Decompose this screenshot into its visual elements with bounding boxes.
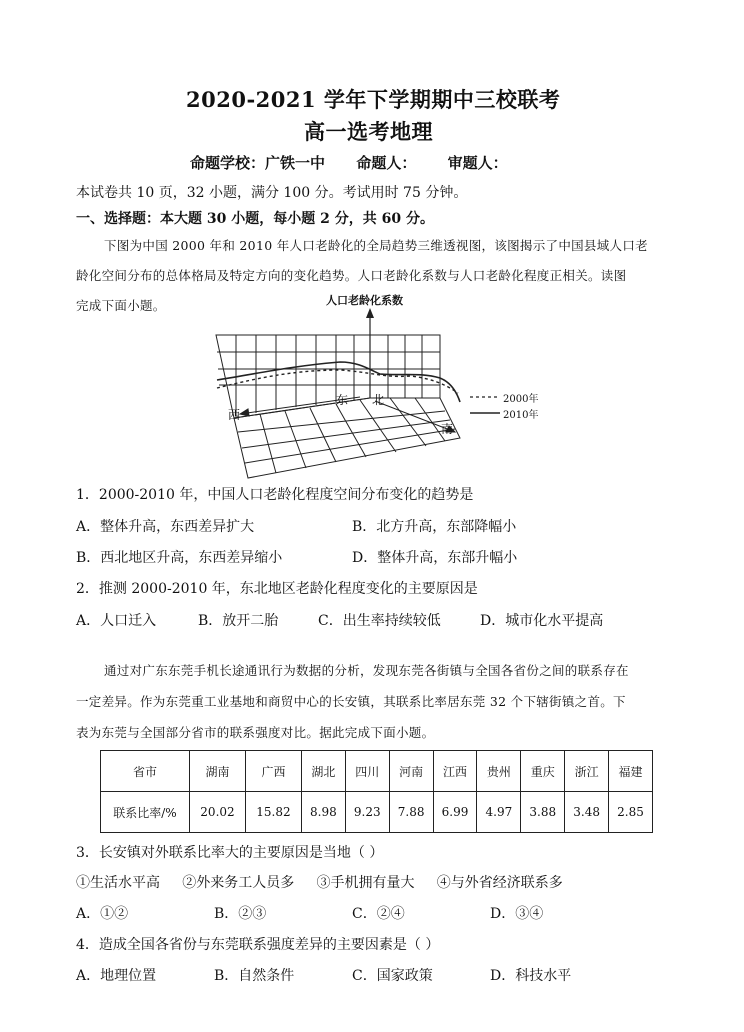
passage1-line3: 完成下面小题。 [76, 298, 166, 313]
y-axis-arrow [366, 308, 374, 318]
q2-option-a: A．人口迁入 [76, 613, 157, 629]
q3-option-a: A．①② [76, 906, 129, 922]
q4-stem: 4．造成全国各省份与东莞联系强度差异的主要因素是（ ） [76, 937, 440, 953]
table-cell: 湖北 [301, 751, 345, 792]
table-cell: 福建 [609, 751, 653, 792]
dir-west-label: 西 [228, 408, 241, 422]
q4-option-a: A．地理位置 [76, 968, 157, 984]
table-cell: 20.02 [190, 792, 246, 833]
q4-option-d: D．科技水平 [490, 968, 572, 984]
table-cell: 15.82 [245, 792, 301, 833]
dir-south-label: 南 [441, 422, 454, 436]
passage2-line2: 一定差异。作为东莞重工业基地和商贸中心的长安镇，其联系比率居东莞 32 个下辖街镇之首。下 [76, 694, 626, 709]
q2-stem: 2．推测 2000-2010 年，东北地区老龄化程度变化的主要原因是 [76, 581, 478, 597]
table-header-row [101, 751, 653, 792]
q3-items: ①生活水平高 ②外来务工人员多 ③手机拥有量大 ④与外省经济联系多 [76, 875, 563, 891]
table-cell: 3.48 [565, 792, 609, 833]
table-cell: 6.99 [433, 792, 477, 833]
table-cell: 7.88 [389, 792, 433, 833]
table-cell: 9.23 [345, 792, 389, 833]
section-heading: 一、选择题：本大题 30 小题，每小题 2 分，共 60 分。 [76, 211, 434, 227]
legend-2010-label: 2010年 [503, 410, 539, 421]
q2-option-b: B．放开二胎 [198, 613, 279, 629]
passage1-line1: 下图为中国 2000 年和 2010 年人口老龄化的全局趋势三维透视图，该图揭示了中国县域人口老 [104, 238, 648, 253]
q3-option-d: D．③④ [490, 906, 544, 922]
q2-option-d: D．城市化水平提高 [480, 613, 604, 629]
chart-title: 人口老龄化系数 [326, 294, 403, 307]
table-cell: 广西 [245, 751, 301, 792]
table-cell: 贵州 [477, 751, 521, 792]
dir-east-label: 东 [336, 393, 349, 407]
passage1-line2: 龄化空间分布的总体格局及特定方向的变化趋势。人口老龄化系数与人口老龄化程度正相关。读图 [76, 268, 627, 283]
q1-stem: 1．2000-2010 年，中国人口老龄化程度空间分布变化的趋势是 [76, 487, 474, 503]
table-cell: 8.98 [301, 792, 345, 833]
table-cell: 重庆 [521, 751, 565, 792]
q1-option-b: B．北方升高，东部降幅小 [352, 519, 517, 535]
table-row [101, 792, 653, 833]
exam-title: 2020-2021 学年下学期期中三校联考 [186, 87, 561, 112]
exam-subtitle: 高一选考地理 [304, 119, 433, 144]
q2-option-c: C．出生率持续较低 [318, 613, 441, 629]
q1-option-a: A．整体升高，东西差异扩大 [76, 519, 255, 535]
table-cell: 江西 [433, 751, 477, 792]
contact-ratio-table [100, 750, 653, 833]
q4-option-b: B．自然条件 [214, 968, 295, 984]
legend-2000-label: 2000年 [503, 394, 539, 405]
table-cell: 四川 [345, 751, 389, 792]
q3-option-c: C．②④ [352, 906, 405, 922]
exam-meta: 命题学校：广铁一中 命题人： 审题人： [190, 154, 508, 172]
q4-option-c: C．国家政策 [352, 968, 433, 984]
table-row-label: 联系比率/% [101, 792, 190, 833]
table-cell: 河南 [389, 751, 433, 792]
table-row-label: 省市 [101, 751, 190, 792]
table-cell: 4.97 [477, 792, 521, 833]
dir-north-label: 北 [372, 393, 385, 407]
q1-option-c: B．西北地区升高，东西差异缩小 [76, 550, 283, 566]
passage2-line3: 表为东莞与全国部分省市的联系强度对比。据此完成下面小题。 [76, 725, 435, 740]
table-cell: 2.85 [609, 792, 653, 833]
table-cell: 浙江 [565, 751, 609, 792]
q3-option-b: B．②③ [214, 906, 267, 922]
passage2-line1: 通过对广东东莞手机长途通讯行为数据的分析，发现东莞各街镇与全国各省份之间的联系存在 [104, 663, 629, 678]
q3-stem: 3．长安镇对外联系比率大的主要原因是当地（ ） [76, 845, 384, 861]
exam-info: 本试卷共 10 页，32 小题，满分 100 分。考试用时 75 分钟。 [76, 185, 468, 201]
table-cell: 湖南 [190, 751, 246, 792]
table-cell: 3.88 [521, 792, 565, 833]
q1-option-d: D．整体升高，东部升幅小 [352, 550, 518, 566]
